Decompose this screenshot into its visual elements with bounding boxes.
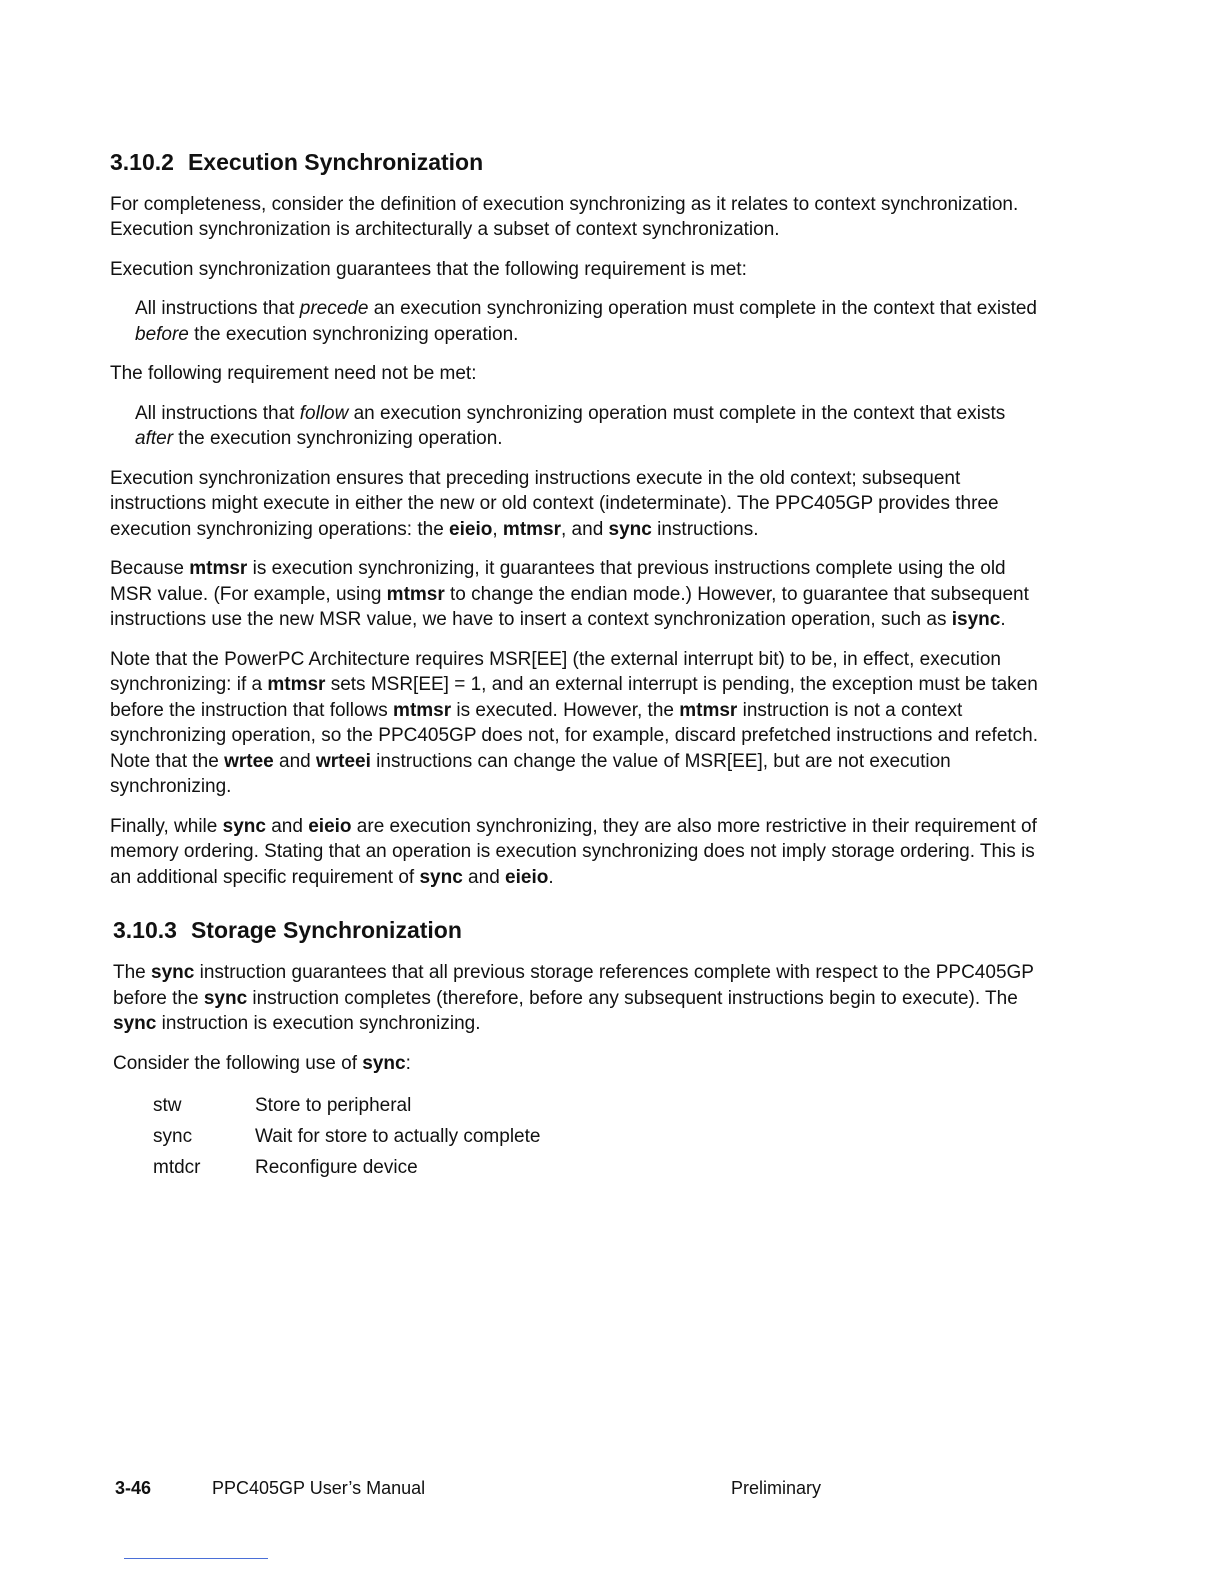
keyword: sync (419, 866, 463, 888)
code-op: stw (153, 1094, 182, 1116)
emphasis: before (135, 323, 189, 345)
section-number: 3.10.2 (110, 149, 174, 175)
code-line (153, 1090, 1040, 1121)
requirement-paragraph: All instructions that follow an execution synchronizing operation must complete in the context that exists after the execution synchronizing operation. (135, 402, 1006, 450)
keyword: sync (151, 962, 195, 984)
keyword: eieio (505, 866, 549, 888)
section-heading-execution-sync (110, 148, 1040, 178)
keyword: sync (203, 987, 248, 1009)
paragraph: For completeness, consider the definition of execution synchronizing as it relates to context synchronization. Execution synchronization is architecturally a subset of context synchronization. (110, 193, 1019, 241)
requirement-paragraph: All instructions that precede an execution synchronizing operation must complete in the context that existed before the execution synchronizing operation. (135, 298, 1037, 345)
section-heading-storage-sync (110, 916, 1040, 946)
keyword: isync (951, 609, 1001, 631)
paragraph: Note that the PowerPC Architecture requires MSR[EE] (the external interrupt bit) to be, in effect, execution synchronizing: if a mtmsr sets MSR[EE] = 1, and an external interrupt is pending, the exception must be taken before the instruction that follows mtmsr is executed. However, the mtmsr instruction is not a context synchronizing operation, so the PPC405GP does not, for example, discard prefetched instructions and refetch. Note that the wrtee and wrteei instructions can change the value of MSR[EE], but are not execution synchronizing. (110, 648, 1039, 798)
keyword: mtmsr (502, 518, 561, 540)
code-op: mtdcr (153, 1156, 201, 1178)
keyword: sync (113, 1013, 157, 1035)
keyword: sync (362, 1052, 406, 1074)
keyword: eieio (308, 815, 352, 837)
emphasis: follow (299, 402, 349, 424)
keyword: wrtee (224, 750, 274, 772)
code-description: Reconfigure device (255, 1156, 418, 1178)
code-line (153, 1121, 1040, 1152)
paragraph: Finally, while sync and eieio are execution synchronizing, they are also more restrictive in their requirement of memory ordering. Stating that an operation is execution synchronizing does not imply storage ordering. This is an additional specific requirement of sync and eieio. (110, 815, 1037, 888)
manual-title: PPC405GP User’s Manual (212, 1478, 426, 1498)
paragraph: The sync instruction guarantees that all previous storage references complete with respect to the PPC405GP before the sync instruction completes (therefore, before any subsequent instructions begin to execute). The sync instruction is execution synchronizing. (113, 962, 1034, 1035)
code-description: Store to peripheral (255, 1094, 412, 1116)
emphasis: precede (299, 298, 369, 320)
paragraph: Execution synchronization ensures that preceding instructions execute in the old context; subsequent instructions might execute in either the new or old context (indeterminate). The PPC405GP provides three execution synchronizing operations: the eieio, mtmsr, and sync instructions. (110, 467, 999, 540)
code-example (153, 1090, 1040, 1183)
paragraph: The following requirement need not be met: (110, 363, 477, 385)
keyword: mtmsr (386, 583, 445, 605)
keyword: mtmsr (393, 699, 452, 721)
keyword: wrteei (315, 750, 371, 772)
code-line (153, 1152, 1040, 1183)
paragraph: Consider the following use of sync: (113, 1052, 411, 1074)
keyword: mtmsr (267, 674, 326, 696)
section-number: 3.10.3 (113, 917, 177, 944)
page-content (110, 148, 1040, 1183)
keyword: sync (222, 815, 266, 837)
section-title: Storage Synchronization (190, 917, 462, 944)
paragraph: Execution synchronization guarantees that the following requirement is met: (110, 258, 747, 280)
footer-rule (124, 1558, 268, 1559)
code-description: Wait for store to actually complete (255, 1125, 541, 1147)
page-number: 3-46 (115, 1478, 152, 1498)
section-title: Execution Synchronization (187, 149, 484, 175)
keyword: eieio (449, 518, 493, 540)
emphasis: after (135, 428, 174, 450)
paragraph: Because mtmsr is execution synchronizing, it guarantees that previous instructions complete using the old MSR value. (For example, using mtmsr to change the endian mode.) However, to guarantee that subsequent instructions use the new MSR value, we have to insert a context synchronization operation, such as isync. (110, 558, 1029, 631)
document-status: Preliminary (731, 1478, 822, 1498)
keyword: mtmsr (189, 558, 248, 580)
keyword: sync (608, 518, 652, 540)
code-op: sync (153, 1125, 193, 1147)
keyword: mtmsr (679, 699, 738, 721)
